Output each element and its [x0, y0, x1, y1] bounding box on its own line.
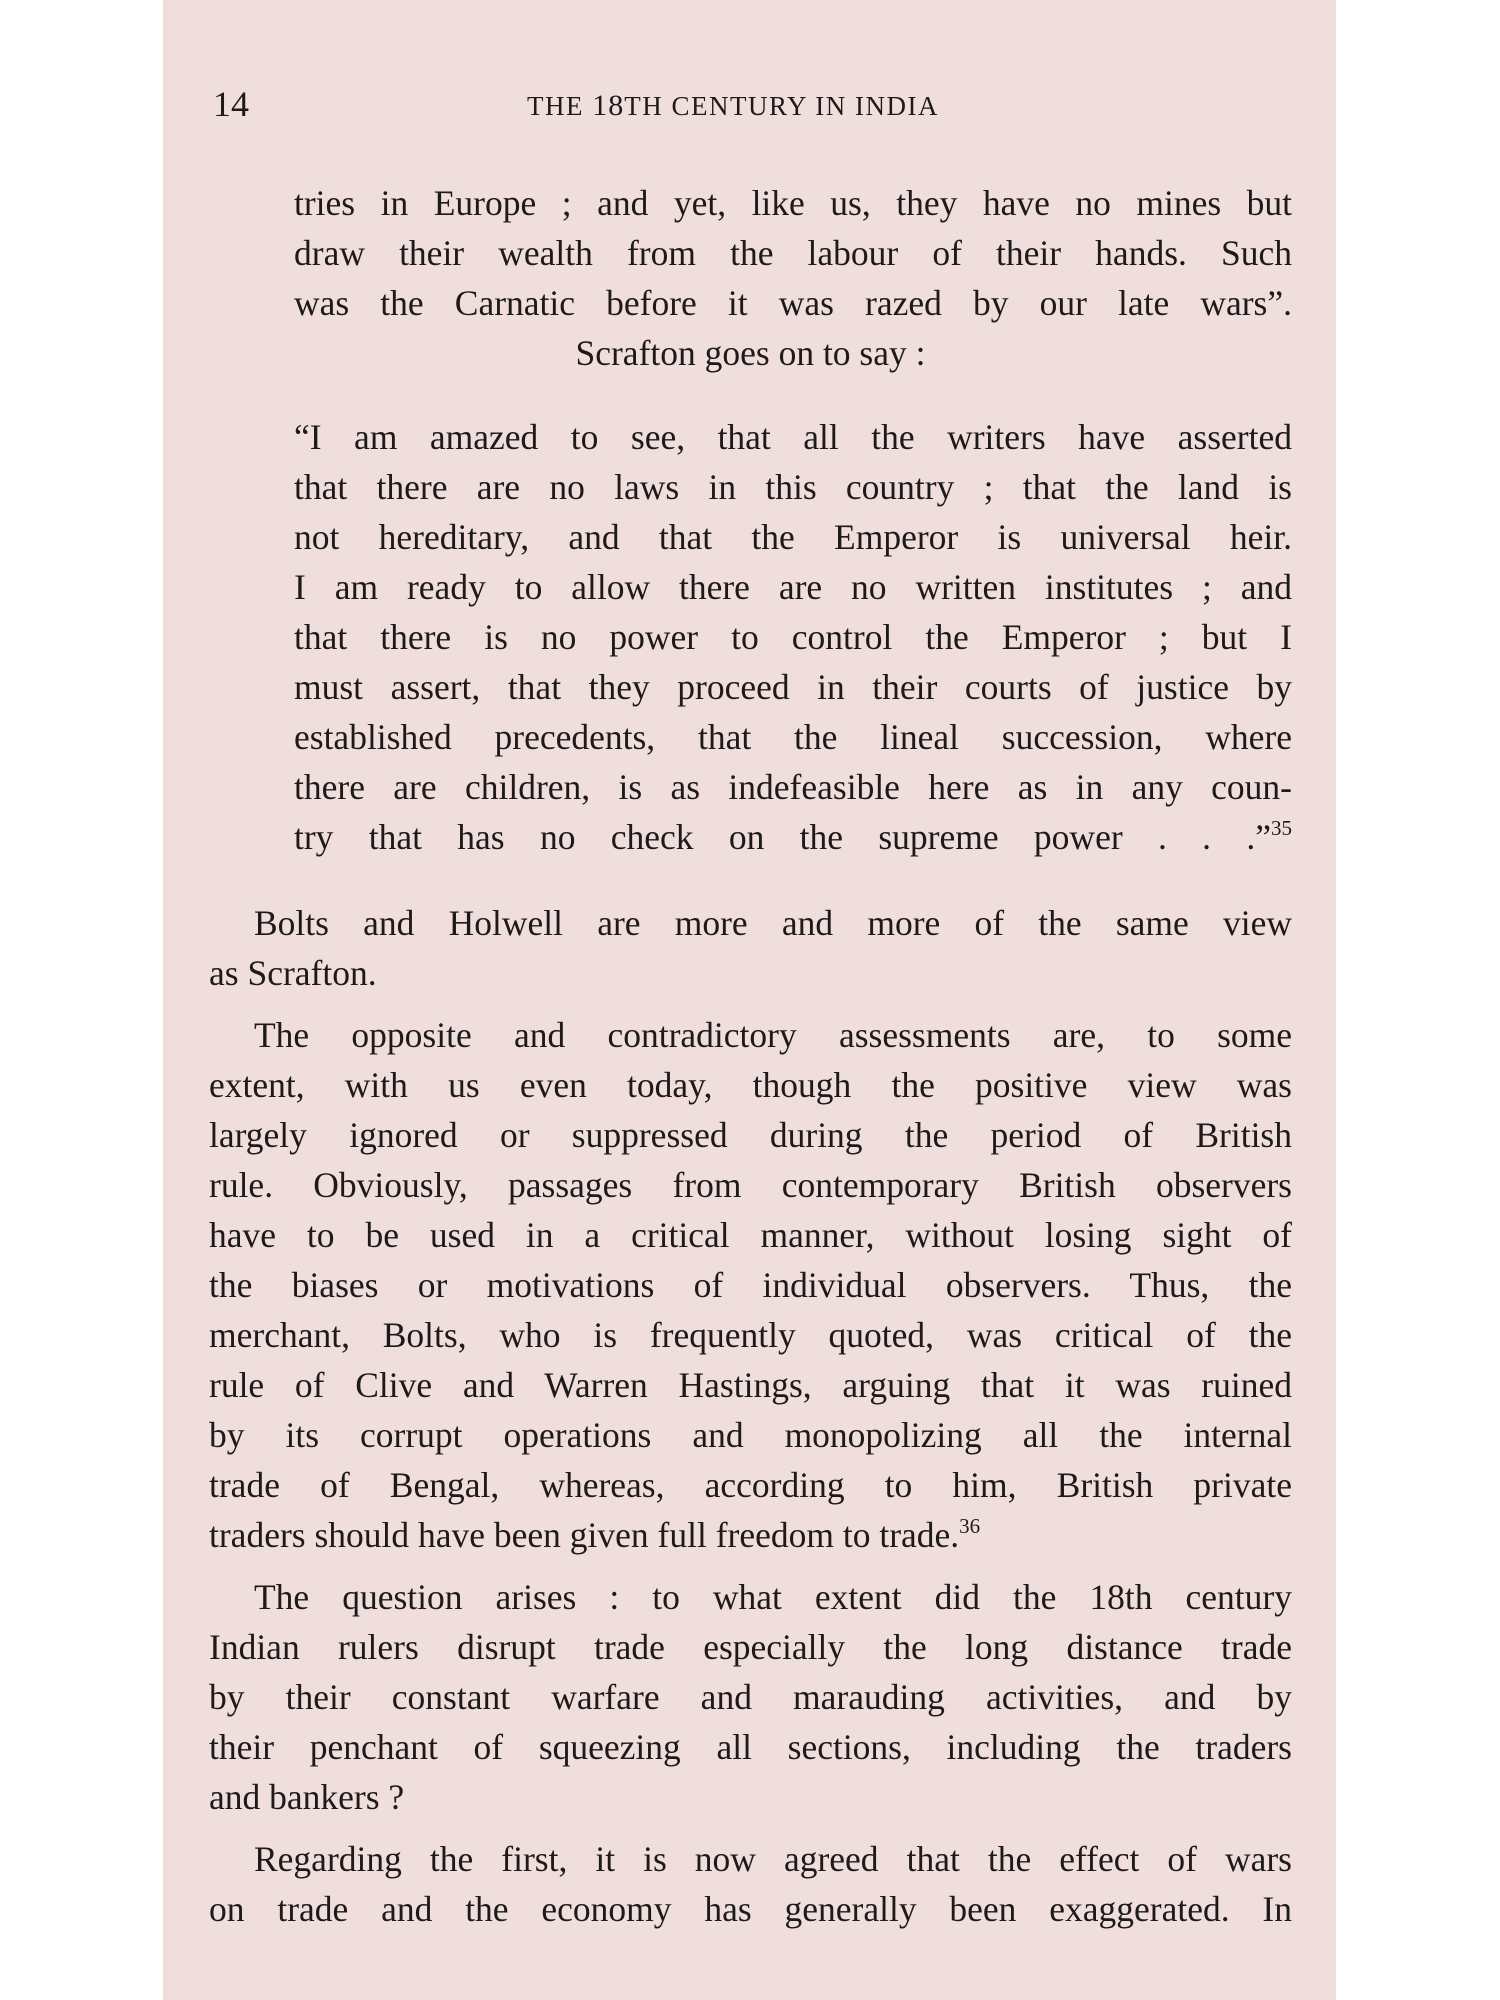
- quote-continued: [294, 178, 1292, 328]
- text-line: by their constant warfare and marauding activities, and by: [209, 1677, 1292, 1717]
- running-title: [213, 82, 1253, 130]
- text-line: their penchant of squeezing all sections, including the traders: [209, 1727, 1292, 1767]
- text-line: established precedents, that the lineal succession, where: [294, 717, 1292, 757]
- text-line: trade of Bengal, whereas, according to him, British private: [209, 1465, 1292, 1505]
- page-header: [213, 80, 1253, 128]
- text-line: extent, with us even today, though the positive view was: [209, 1065, 1292, 1105]
- text-line: that there are no laws in this country ; that the land is: [294, 467, 1292, 507]
- text-line: The opposite and contradictory assessments are, to some: [254, 1015, 1292, 1055]
- body-text: [209, 178, 1292, 1934]
- quote-continuation: Scrafton goes on to say :: [575, 333, 926, 373]
- running-title-post: TH CENTURY IN INDIA: [624, 91, 939, 121]
- scrafton-quote: [294, 412, 1292, 862]
- text-line: was the Carnatic before it was razed by our late wars”.: [294, 283, 1292, 323]
- text-line: that there is no power to control the Emperor ; but I: [294, 617, 1292, 657]
- text-line: by its corrupt operations and monopolizing all the internal: [209, 1415, 1292, 1455]
- text-line: largely ignored or suppressed during the period of British: [209, 1115, 1292, 1155]
- text-line: tries in Europe ; and yet, like us, they have no mines but: [294, 183, 1292, 223]
- running-title-pre: THE: [527, 91, 593, 121]
- text-line: traders should have been given full freedom to trade.: [209, 1515, 960, 1555]
- footnote-marker: 35: [1271, 816, 1292, 840]
- text-line: merchant, Bolts, who is frequently quoted, was critical of the: [209, 1315, 1292, 1355]
- paragraph-opposite-assessments: [209, 1010, 1292, 1560]
- text-line-with-footnote: [209, 1510, 1292, 1560]
- paragraph-regarding-first: [209, 1834, 1292, 1934]
- text-line: draw their wealth from the labour of their hands. Such: [294, 233, 1292, 273]
- text-line: have to be used in a critical manner, without losing sight of: [209, 1215, 1292, 1255]
- text-line: rule. Obviously, passages from contemporary British observers: [209, 1165, 1292, 1205]
- text-line: I am ready to allow there are no written institutes ; and: [294, 567, 1292, 607]
- text-line: on trade and the economy has generally been exaggerated. In: [209, 1889, 1292, 1929]
- text-line: Regarding the first, it is now agreed that the effect of wars: [254, 1839, 1292, 1879]
- text-line: “I am amazed to see, that all the writers have asserted: [294, 417, 1292, 457]
- text-line: as Scrafton.: [209, 953, 377, 993]
- paragraph-bolts-holwell: [209, 898, 1292, 998]
- text-line: and bankers ?: [209, 1777, 405, 1817]
- paragraph-question-arises: [209, 1572, 1292, 1822]
- text-line: must assert, that they proceed in their courts of justice by: [294, 667, 1292, 707]
- text-line: The question arises : to what extent did the 18th century: [254, 1577, 1292, 1617]
- book-page: [163, 0, 1336, 2000]
- footnote-marker: 36: [959, 1514, 981, 1538]
- text-line: rule of Clive and Warren Hastings, arguing that it was ruined: [209, 1365, 1292, 1405]
- text-line: the biases or motivations of individual observers. Thus, the: [209, 1265, 1292, 1305]
- text-line: Bolts and Holwell are more and more of the same view: [254, 903, 1292, 943]
- text-line-with-footnote: [294, 812, 1292, 862]
- text-line: Indian rulers disrupt trade especially the long distance trade: [209, 1627, 1292, 1667]
- page-number: 14: [213, 84, 249, 124]
- text-line: try that has no check on the supreme power . . .”: [294, 817, 1271, 857]
- running-title-number: 18: [592, 89, 625, 122]
- text-line: there are children, is as indefeasible here as in any coun-: [294, 767, 1292, 807]
- text-line: not hereditary, and that the Emperor is universal heir.: [294, 517, 1292, 557]
